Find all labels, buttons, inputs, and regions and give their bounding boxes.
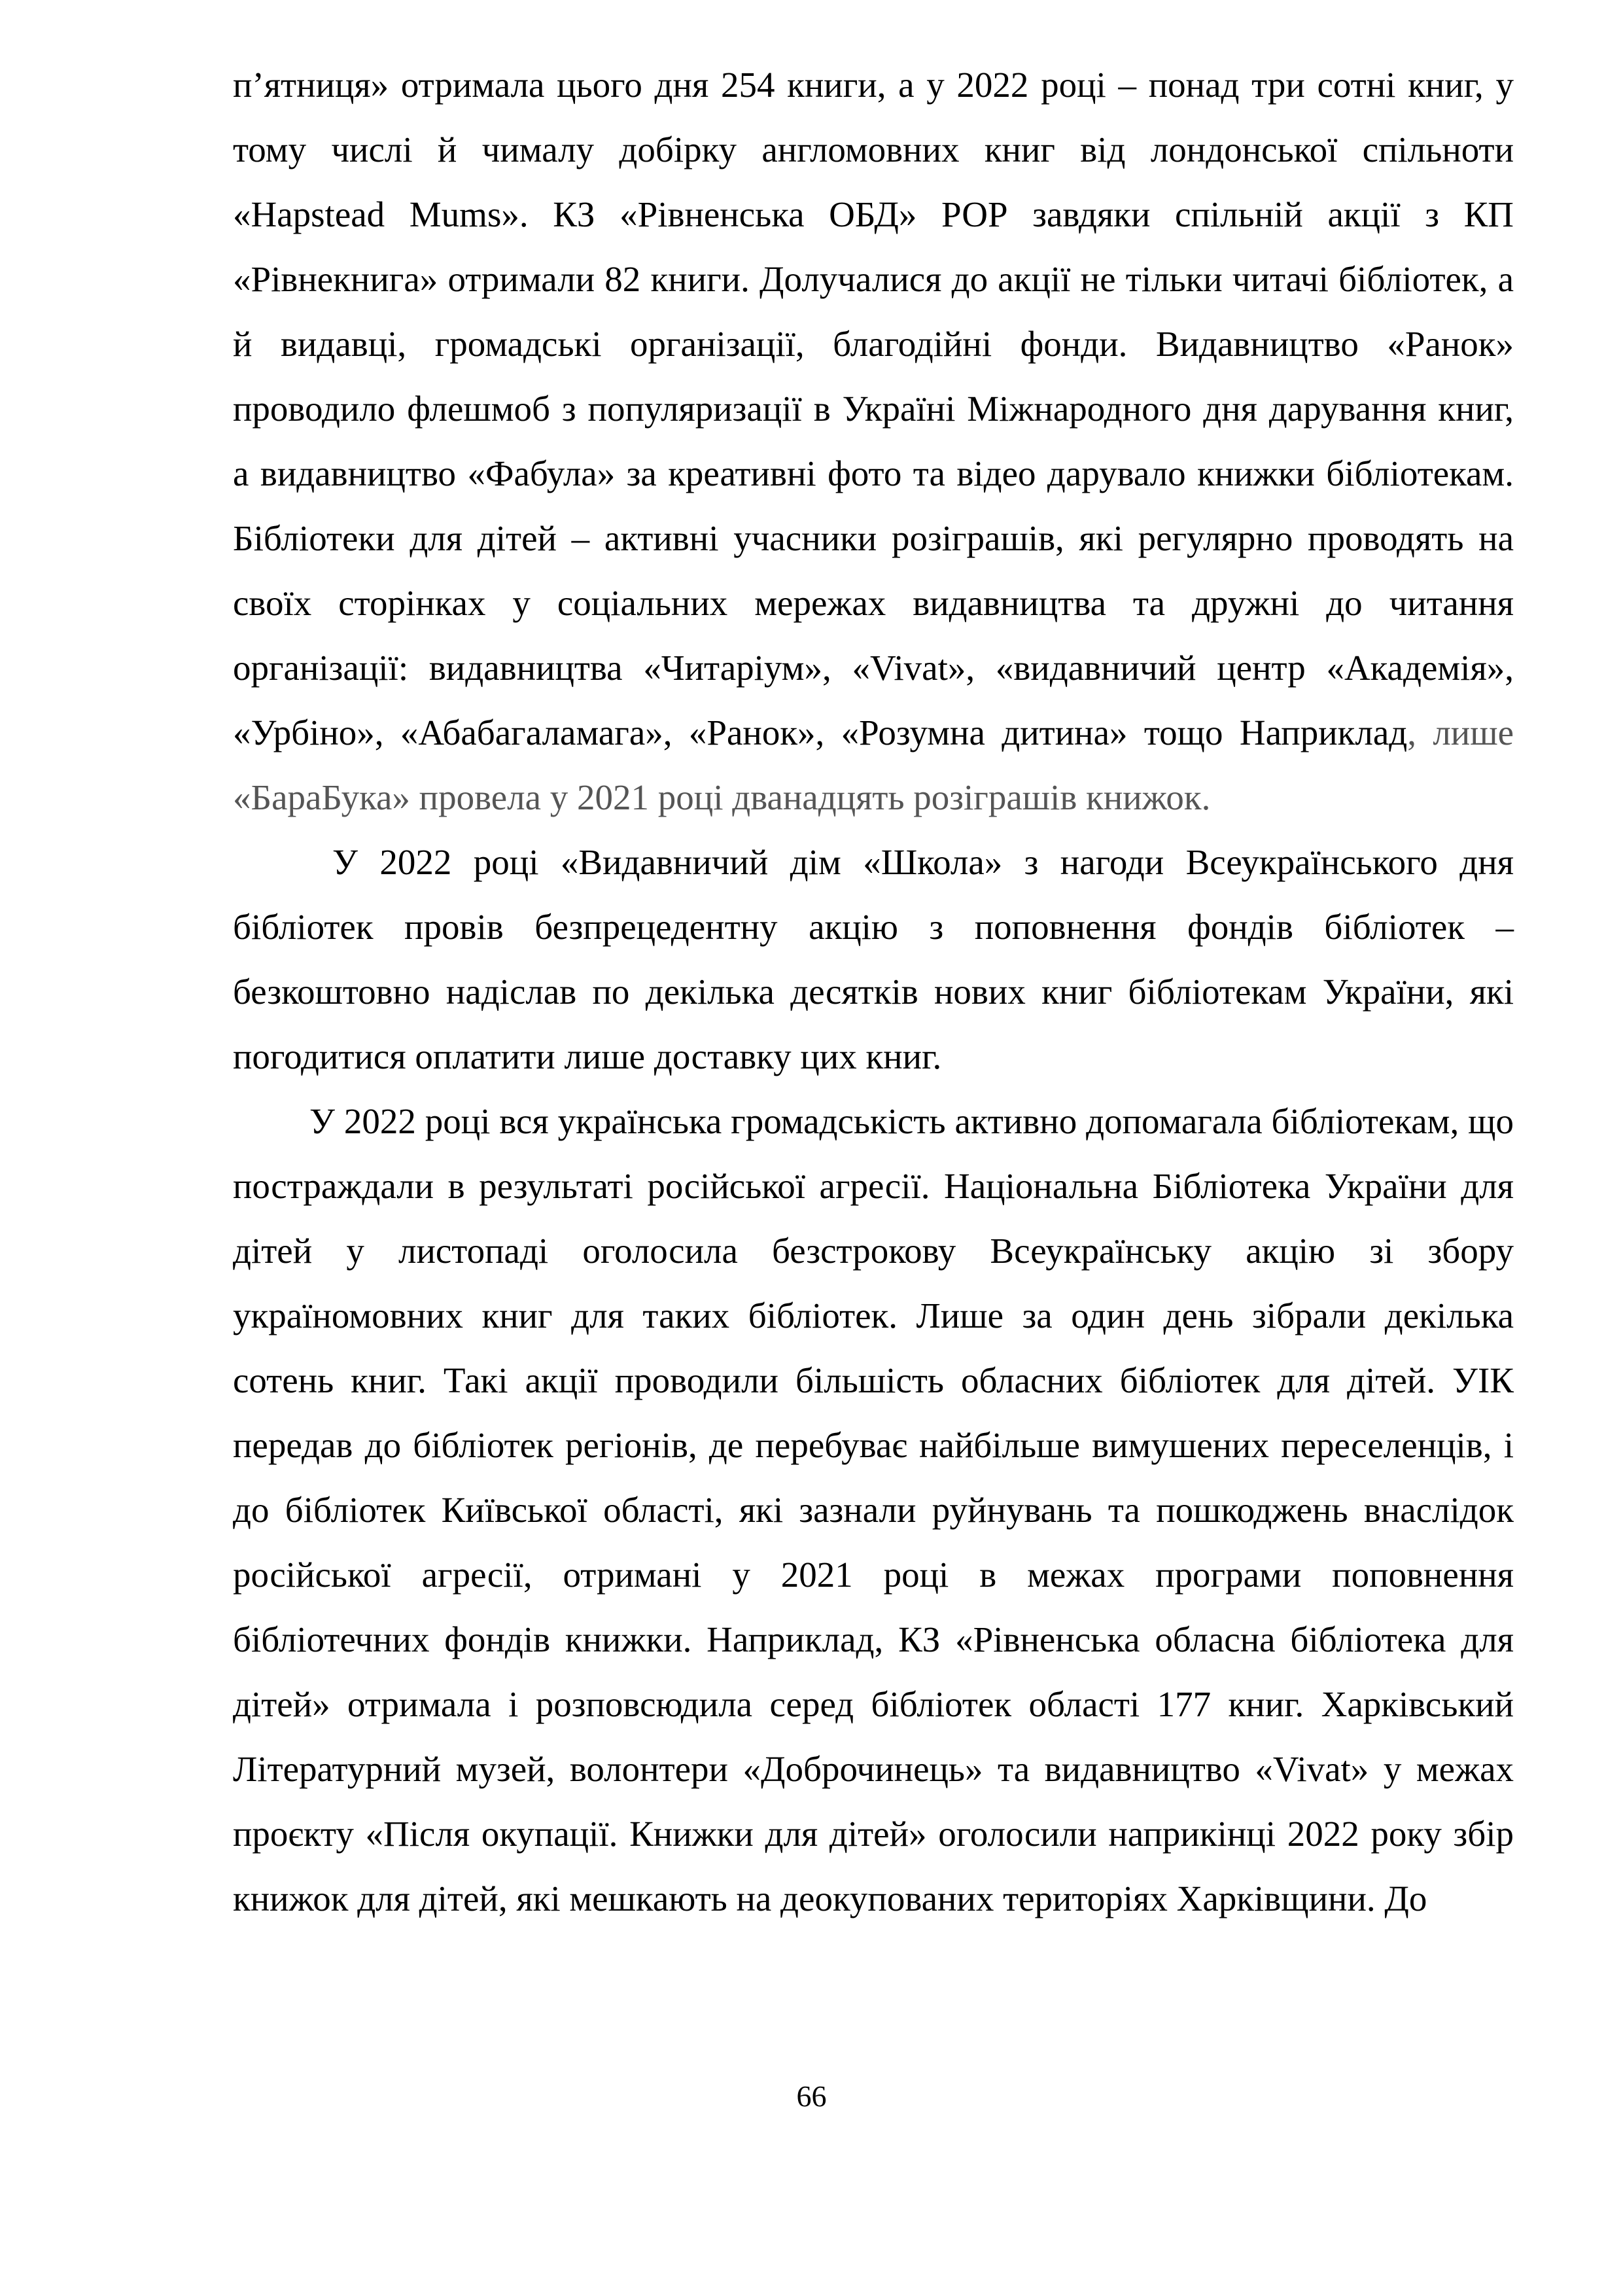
- text-column: [233, 52, 1514, 1931]
- paragraph-1: [233, 52, 1514, 830]
- page-number: 66: [796, 2079, 827, 2113]
- paragraph-1-main-text: п’ятниця» отримала цього дня 254 книги, а у 2022 році – понад три сотні книг, у тому числі й чималу добірку англомовних книг від лондонської спільноти «Hapstead Mums». КЗ «Рівненська ОБД» РОР завдяки спільній акції з КП «Рівнекнига» отримали 82 книги. Долучалися до акції не тільки читачі бібліотек, а й видавці, громадські організації, благодійні фонди. Видавництво «Ранок» проводило флешмоб з популяризації в Україні Міжнародного дня дарування книг, а видавництво «Фабула» за креативні фото та відео дарувало книжки бібліотекам. Бібліотеки для дітей – активні учасники розіграшів, які регулярно проводять на своїх сторінках у соціальних мережах видавництва та дружні до читання організації: видавництва «Читаріум», «Vivat», «видавничий центр «Академія», «Урбіно», «Абабагаламага», «Ранок», «Розумна дитина» тощо Наприклад: [233, 65, 1514, 752]
- paragraph-1-muted-tail: , лише «БараБука» провела у 2021 році дванадцять розіграшів книжок.: [233, 713, 1514, 817]
- paragraph-2: У 2022 році «Видавничий дім «Школа» з нагоди Всеукраїнського дня бібліотек провів безпрецедентну акцію з поповнення фондів бібліотек – безкоштовно надіслав по декілька десятків нових книг бібліотекам України, які погодитися оплатити лише доставку цих книг.: [233, 842, 1514, 1076]
- paragraph-3: У 2022 році вся українська громадськість активно допомагала бібліотекам, що постраждали в результаті російської агресії. Національна Бібліотека України для дітей у листопаді оголосила безстрокову Всеукраїнську акцію зі збору україномовних книг для таких бібліотек. Лише за один день зібрали декілька сотень книг. Такі акції проводили більшість обласних бібліотек для дітей. УІК передав до бібліотек регіонів, де перебуває найбільше вимушених переселенців, і до бібліотек Київської області, які зазнали руйнувань та пошкоджень внаслідок російської агресії, отримані у 2021 році в межах програми поповнення бібліотечних фондів книжки. Наприклад, КЗ «Рівненська обласна бібліотека для дітей» отримала і розповсюдила серед бібліотек області 177 книг. Харківський Літературний музей, волонтери «Доброчинець» та видавництво «Vivat» у межах проєкту «Після окупації. Книжки для дітей» оголосили наприкінці 2022 року збір книжок для дітей, які мешкають на деокупованих територіях Харківщини. До: [233, 1101, 1514, 1918]
